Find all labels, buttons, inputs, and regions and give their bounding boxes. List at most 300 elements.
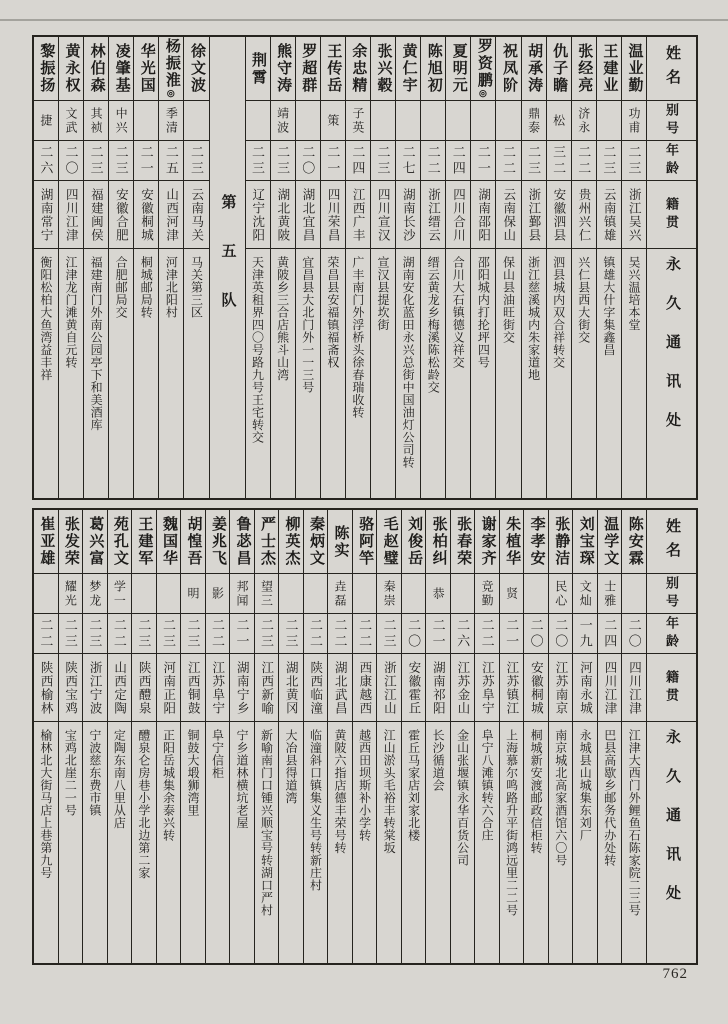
person-alias-cell: [84, 101, 108, 141]
person-age-cell: [471, 141, 495, 181]
person-name-text: 张发荣: [62, 516, 79, 567]
person-name-text: 葛兴富: [87, 516, 104, 567]
person-name-cell: [271, 37, 295, 101]
directory-page: [32, 35, 698, 965]
person-name-cell: [622, 510, 646, 574]
header-name-label: 姓名: [664, 517, 680, 566]
person-age-cell: [598, 614, 622, 654]
person-address-cell: [109, 249, 133, 498]
person-name: [480, 516, 495, 567]
person-name-text: 柳英杰: [283, 516, 300, 567]
person-address: 湖南安化蓝田永兴总街中国油灯公司转: [401, 256, 416, 469]
person-name-cell: [402, 510, 426, 574]
roster-table-bottom: [32, 508, 698, 965]
person-native-place-cell: [328, 654, 352, 722]
person-address-cell: [598, 722, 622, 963]
person-name: [250, 52, 265, 86]
person-name-text: 熊守涛: [275, 43, 292, 94]
person-address-cell: [134, 249, 158, 498]
person-age-cell: [59, 614, 83, 654]
person-age-cell: [304, 614, 328, 654]
person-name-text: 华光国: [138, 43, 155, 94]
header-address-label: 永久通讯处: [664, 256, 680, 451]
person-alias: 靖波: [275, 106, 290, 135]
person-address: 江山淤头毛裕丰转棠坂: [382, 729, 397, 854]
person-address: 宁波慈东费市镇: [87, 729, 102, 817]
person-native-place: 陕西临潼: [308, 660, 323, 715]
person-native-place: 湖北武昌: [333, 660, 348, 715]
person-native-place: 云南保山: [501, 187, 516, 242]
person-address-cell: [572, 249, 596, 498]
person-name-text: 刘宝琛: [577, 516, 594, 567]
person-name: [382, 516, 397, 567]
person-name-text: 罗资鹏: [475, 38, 492, 89]
person-name: [602, 516, 617, 567]
person-name: [210, 516, 225, 567]
person-address-cell: [84, 249, 108, 498]
person-alias-cell: [353, 574, 377, 614]
person-name: [139, 43, 154, 94]
person-name-cell: [321, 37, 345, 101]
person-age-cell: [421, 141, 445, 181]
person-name-text: 胡惶吾: [185, 516, 202, 567]
person-native-place: 江西铜鼓: [186, 660, 201, 715]
person-age-cell: [84, 141, 108, 181]
person-name-text: 黎振扬: [38, 43, 55, 94]
person-column: [58, 37, 83, 498]
person-native-place-cell: [230, 654, 254, 722]
person-alias: 学一: [112, 579, 127, 608]
person-name-text: 张经亮: [576, 43, 593, 94]
person-name-cell: [396, 37, 420, 101]
person-name: [234, 516, 249, 567]
person-name-text: 张春荣: [455, 516, 472, 567]
person-address-cell: [279, 722, 303, 963]
person-column: [546, 37, 571, 498]
person-native-place-cell: [304, 654, 328, 722]
person-name: [275, 43, 290, 94]
person-age: 二〇: [300, 144, 316, 177]
person-address: 越西田坝斯补小学转: [357, 729, 372, 842]
roster-table-top: [32, 35, 698, 500]
person-name: [112, 516, 127, 567]
person-name-cell: [34, 37, 58, 101]
person-name-text: 徐文波: [188, 43, 205, 94]
person-native-place: 湖北宜昌: [300, 187, 315, 242]
person-address: 镇雄大什字集鑫昌: [601, 256, 616, 356]
person-native-place-cell: [184, 181, 208, 249]
person-name-text: 温业勤: [626, 43, 643, 94]
person-native-place: 江苏南京: [553, 660, 568, 715]
person-address: 吴兴温培本堂: [626, 256, 641, 331]
person-age-cell: [279, 614, 303, 654]
person-name-cell: [346, 37, 370, 101]
person-alias: 垚磊: [333, 579, 348, 608]
person-address: 荣昌县安福镇福斋权: [325, 256, 340, 369]
person-address-cell: [475, 722, 499, 963]
person-alias: 子英: [350, 106, 365, 135]
person-column: [303, 510, 328, 963]
person-native-place-cell: [279, 654, 303, 722]
person-name-text: 陈旭初: [425, 43, 442, 94]
person-name: [626, 43, 641, 94]
person-alias-cell: [572, 101, 596, 141]
person-name-cell: [132, 510, 156, 574]
person-native-place-cell: [496, 181, 520, 249]
person-name: [627, 516, 642, 567]
person-native-place-cell: [598, 654, 622, 722]
person-column: [229, 510, 254, 963]
person-native-place-cell: [255, 654, 279, 722]
person-native-place: 福建闽侯: [89, 187, 104, 242]
person-column: [571, 37, 596, 498]
person-age: 二一: [138, 144, 154, 177]
person-address: 金山张堰镇永华百货公司: [455, 729, 470, 867]
person-age: 二二: [425, 144, 441, 177]
person-native-place: 湖北黄陂: [275, 187, 290, 242]
person-alias-cell: [271, 101, 295, 141]
person-age: 二〇: [626, 617, 642, 650]
person-name: [185, 516, 200, 567]
person-address-cell: [496, 249, 520, 498]
person-native-place-cell: [402, 654, 426, 722]
person-name-cell: [34, 510, 58, 574]
person-address-cell: [377, 722, 401, 963]
person-native-place-cell: [296, 181, 320, 249]
person-native-place: 四川江津: [627, 660, 642, 715]
person-alias: 竞勤: [480, 579, 495, 608]
person-column: [548, 510, 573, 963]
person-native-place: 辽宁沈阳: [250, 187, 265, 242]
person-address-cell: [132, 722, 156, 963]
person-age-cell: [134, 141, 158, 181]
person-alias: 明: [185, 586, 200, 601]
person-name-cell: [500, 510, 524, 574]
person-alias: 中兴: [114, 106, 129, 135]
person-column: [425, 510, 450, 963]
person-alias-cell: [296, 101, 320, 141]
person-alias-cell: [396, 101, 420, 141]
person-name-text: 毛赵璧: [381, 516, 398, 567]
person-name-cell: [296, 37, 320, 101]
person-name-text: 陈安霖: [626, 516, 643, 567]
person-age-cell: [34, 614, 58, 654]
person-alias-cell: [421, 101, 445, 141]
person-age: 二三: [626, 144, 642, 177]
person-name: [455, 516, 470, 567]
person-native-place-cell: [549, 654, 573, 722]
person-age-cell: [451, 614, 475, 654]
person-name: [333, 525, 348, 559]
person-native-place: 四川江津: [602, 660, 617, 715]
person-native-place: 江苏阜宁: [210, 660, 225, 715]
person-address-cell: [206, 722, 230, 963]
person-alias-cell: [230, 574, 254, 614]
person-name-text: 胡承涛: [526, 43, 543, 94]
person-address: 大冶县得道湾: [284, 729, 299, 804]
person-name-cell: [134, 37, 158, 101]
person-age: 二三: [283, 617, 299, 650]
person-address-cell: [159, 249, 183, 498]
person-age: 二三: [87, 617, 103, 650]
footnote-mark: ◎: [478, 89, 489, 99]
person-address: 江津龙门滩黄自元转: [63, 256, 78, 369]
person-address-cell: [573, 722, 597, 963]
person-native-place: 湖南宁乡: [235, 660, 250, 715]
person-column: [183, 37, 208, 498]
person-address-cell: [549, 722, 573, 963]
person-name-cell: [59, 37, 83, 101]
person-address-cell: [34, 722, 58, 963]
person-age-cell: [181, 614, 205, 654]
person-address-cell: [296, 249, 320, 498]
person-age-cell: [159, 141, 183, 181]
person-age-cell: [396, 141, 420, 181]
person-age-cell: [346, 141, 370, 181]
person-native-place: 云南马关: [189, 187, 204, 242]
person-native-place: 四川江津: [64, 187, 79, 242]
person-column: [370, 37, 395, 498]
person-age: 二三: [259, 617, 274, 650]
person-address-cell: [255, 722, 279, 963]
person-column: [34, 37, 58, 498]
person-native-place: 浙江江山: [382, 660, 397, 715]
person-address: 新喻南门口锺兴顺宝号转湖口严村: [259, 729, 274, 917]
person-address: 永城县山城集东刘厂: [578, 729, 593, 842]
person-alias-cell: [524, 574, 548, 614]
person-column: [133, 37, 158, 498]
person-column: [82, 510, 107, 963]
person-address: 上海慕尔鸣路升平街鸿远里二二号: [504, 729, 519, 917]
person-name-text: 夏明元: [450, 43, 467, 94]
person-address-cell: [353, 722, 377, 963]
person-alias-cell: [446, 101, 470, 141]
person-name-text: 王建业: [601, 43, 618, 94]
person-alias: 松: [551, 113, 566, 128]
person-age-cell: [446, 141, 470, 181]
person-name-text: 严士杰: [259, 516, 275, 567]
person-name-text: 罗超群: [300, 43, 317, 94]
person-address-cell: [451, 722, 475, 963]
person-age: 二二: [500, 144, 516, 177]
person-native-place: 浙江缙云: [426, 187, 441, 242]
person-name-cell: [421, 37, 445, 101]
person-column: [320, 37, 345, 498]
person-name: [504, 516, 519, 567]
person-address-cell: [271, 249, 295, 498]
person-native-place: 安徽桐城: [139, 187, 154, 242]
person-name: [553, 516, 568, 567]
person-native-place: 安徽合肥: [114, 187, 129, 242]
person-age-cell: [547, 141, 571, 181]
person-address-cell: [157, 722, 181, 963]
person-name-text: 谢家齐: [479, 516, 496, 567]
person-native-place-cell: [271, 181, 295, 249]
person-address-cell: [426, 722, 450, 963]
person-address-cell: [59, 249, 83, 498]
person-age: 二三: [188, 144, 204, 177]
person-address-cell: [421, 249, 445, 498]
person-name-cell: [84, 37, 108, 101]
person-alias-cell: [321, 101, 345, 141]
person-native-place-cell: [597, 181, 621, 249]
person-name: [451, 43, 466, 94]
person-name-cell: [255, 510, 279, 574]
person-address-cell: [230, 722, 254, 963]
person-address-cell: [402, 722, 426, 963]
person-address: 桐城新安渡邮政信柜转: [529, 729, 544, 854]
person-name-cell: [108, 510, 132, 574]
person-address: 合川大石镇德义祥交: [451, 256, 466, 369]
person-address: 缙云黄龙乡梅溪陈松龄交: [426, 256, 441, 394]
person-name-text: 骆阿竿: [357, 516, 374, 567]
header-address-label: 永久通讯处: [664, 729, 680, 924]
person-name-cell: [622, 37, 646, 101]
person-name-cell: [304, 510, 328, 574]
person-native-place-cell: [246, 181, 270, 249]
person-alias: 文武: [63, 106, 78, 135]
person-address: 阜宁八滩镇转六合庄: [480, 729, 495, 842]
header-age-cell: [647, 141, 696, 181]
person-column: [34, 510, 58, 963]
person-name: [529, 516, 544, 567]
person-native-place: 江西广丰: [351, 187, 366, 242]
person-alias-cell: [108, 574, 132, 614]
person-address: 长沙循道会: [431, 729, 446, 792]
person-age-cell: [426, 614, 450, 654]
person-address-cell: [59, 722, 83, 963]
person-alias-cell: [34, 101, 58, 141]
person-age-cell: [573, 614, 597, 654]
person-name-cell: [353, 510, 377, 574]
person-age: 三二: [551, 144, 567, 177]
person-age-cell: [157, 614, 181, 654]
person-age: 二二: [332, 617, 348, 650]
person-alias-cell: [246, 101, 270, 141]
person-native-place-cell: [371, 181, 395, 249]
person-name-cell: [184, 37, 208, 101]
header-column: [646, 37, 696, 498]
person-column: [621, 37, 646, 498]
person-age: 二六: [38, 144, 54, 177]
person-column: [345, 37, 370, 498]
person-address: 阜宁信柜: [210, 729, 225, 779]
person-address: 定陶东南八里从店: [112, 729, 127, 829]
person-native-place: 安徽泗县: [551, 187, 566, 242]
person-address-cell: [328, 722, 352, 963]
person-name-text: 朱植华: [504, 516, 521, 567]
person-address: 铜鼓大塅狮湾里: [185, 729, 200, 817]
person-column: [470, 37, 495, 498]
person-age: 二一: [504, 617, 520, 650]
person-name-cell: [522, 37, 546, 101]
person-native-place-cell: [132, 654, 156, 722]
person-alias: 文灿: [578, 579, 593, 608]
person-alias-cell: [132, 574, 156, 614]
person-alias: 贤: [504, 586, 519, 601]
person-address-cell: [83, 722, 107, 963]
person-address-cell: [321, 249, 345, 498]
person-age-cell: [572, 141, 596, 181]
person-name-text: 苑孔文: [111, 516, 128, 567]
person-column: [108, 37, 133, 498]
person-address-cell: [522, 249, 546, 498]
person-age-cell: [549, 614, 573, 654]
person-alias-cell: [304, 574, 328, 614]
person-column: [83, 37, 108, 498]
person-address-cell: [304, 722, 328, 963]
person-name-cell: [181, 510, 205, 574]
person-age: 二三: [381, 617, 397, 650]
person-column: [420, 37, 445, 498]
header-age-label: 年龄: [664, 615, 679, 652]
person-address: 临潼斜口镇集义生号转新庄村: [308, 729, 323, 892]
person-alias-cell: [402, 574, 426, 614]
person-name-cell: [573, 510, 597, 574]
person-column: [401, 510, 426, 963]
person-name: [406, 516, 421, 567]
person-name: [161, 516, 176, 567]
person-native-place-cell: [446, 181, 470, 249]
person-address-cell: [471, 249, 495, 498]
person-address: 邵阳城内打抡坪四号: [476, 256, 491, 369]
person-name: [350, 43, 365, 94]
footnote-mark: ◎: [166, 89, 177, 99]
header-alias-cell: [647, 574, 696, 614]
person-column: [205, 510, 230, 963]
person-age: 二一: [325, 144, 341, 177]
person-column: [352, 510, 377, 963]
person-native-place: 湖南邵阳: [476, 187, 491, 242]
person-age: 二二: [576, 144, 592, 177]
person-column: [474, 510, 499, 963]
person-name-text: 李孝安: [528, 516, 545, 567]
person-native-place-cell: [321, 181, 345, 249]
person-native-place-cell: [547, 181, 571, 249]
person-native-place: 陕西榆林: [39, 660, 54, 715]
person-column: [131, 510, 156, 963]
person-age: 二三: [160, 617, 176, 650]
person-native-place-cell: [573, 654, 597, 722]
person-alias-cell: [597, 101, 621, 141]
person-age: 二一: [475, 144, 491, 177]
person-name-text: 张兴毂: [375, 43, 392, 94]
person-name: [601, 43, 616, 94]
person-address-cell: [597, 249, 621, 498]
person-native-place-cell: [377, 654, 401, 722]
person-alias-cell: [206, 574, 230, 614]
person-name-cell: [524, 510, 548, 574]
header-age-cell: [647, 614, 696, 654]
person-age-cell: [59, 141, 83, 181]
person-age: 二四: [602, 617, 618, 650]
person-name-cell: [597, 37, 621, 101]
person-native-place: 安徽桐城: [529, 660, 544, 715]
person-name-text: 黄永权: [63, 43, 80, 94]
person-alias-cell: [622, 101, 646, 141]
person-native-place-cell: [346, 181, 370, 249]
scan-edge-line: [0, 19, 728, 21]
person-age: 二二: [38, 617, 54, 650]
person-age: 二三: [62, 617, 78, 650]
person-address-cell: [500, 722, 524, 963]
person-address-cell: [446, 249, 470, 498]
person-age-cell: [132, 614, 156, 654]
person-name-cell: [246, 37, 270, 101]
person-name: [526, 43, 541, 94]
person-native-place-cell: [426, 654, 450, 722]
person-native-place-cell: [34, 654, 58, 722]
